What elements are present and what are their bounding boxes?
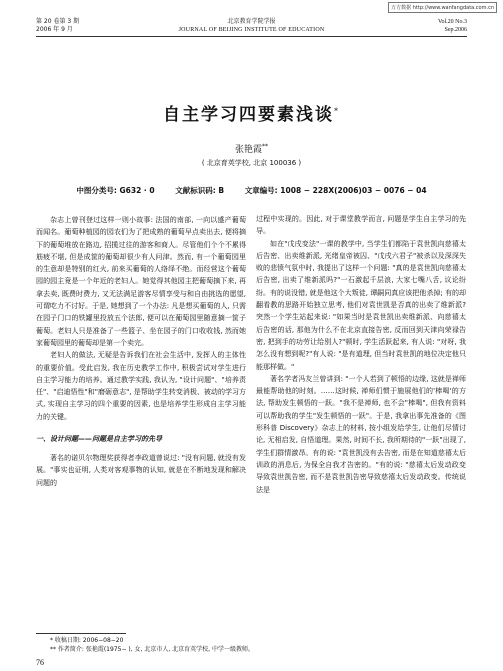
author-line [0, 142, 503, 155]
footnote-received: * 收稿日期: 2006−08−20 [50, 637, 124, 644]
right-paragraph-1: 过程中实现的。因此, 对于课堂教学而言, 问题是学生自主学习的先导。 [256, 215, 466, 236]
article-number: 文章编号: 1008 − 228X(2006)03 − 0076 − 04 [244, 186, 427, 195]
left-column [36, 214, 246, 489]
author-name: 张艳霞 [234, 145, 262, 155]
clc-number: 中图分类号: G632 · 0 [76, 186, 155, 195]
header-journal-cn: 北京教育学院学报 [227, 18, 276, 25]
author-mark: ** [262, 143, 268, 150]
header-journal-en: JOURNAL OF BEIJING INSTITUTE OF EDUCATION [178, 27, 325, 33]
left-paragraph-3: 著名的诺贝尔物理奖获得者李政道曾说过: "没有问题, 就没有发展。"事实也证明, 人类对客观事物的认知, 就是在不断地发现和解决问题的 [36, 454, 246, 487]
left-paragraph-2: 老妇人的做法, 无疑是告诉我们在社会生活中, 发挥人的主体性的重要价值。受此启发, 我在历史教学工作中, 积极尝试对学生进行自主学习能力的培养。通过教学实践, 我认为, "设计问题"、"培养责任"、"启迪悟性"和"磨砺意志", 是帮助学生转变消极、被动的学习方式, 实现自主学习的四个重要的因素, 也是培养学生形成自主学习能力的关键。 [36, 351, 246, 421]
header-date-cn: 2006 年 9 月 [36, 26, 73, 33]
title-mark: * [334, 106, 340, 116]
doc-code: 文献标识码: B [175, 186, 225, 195]
header-rule [36, 36, 467, 37]
author-affiliation: ( 北京育英学校, 北京 100036 ) [201, 159, 302, 167]
article-title [0, 100, 503, 125]
page-number: 76 [36, 658, 44, 667]
footnote-rule [36, 633, 126, 634]
right-paragraph-3: 著名学者冯友兰曾讲到: "一个人若到了顿悟的边缘, 这就是禅师最能帮助他的时刻。……这时候, 禅师们惯于施展他们的'棒喝'的方法, 帮助发生顿悟的一跃。"我不是禅师, 也不会"棒喝", 但我有资料可以帮助我的学生"发生顿悟的一跃"。于是, 我拿出事先准备的《图形科普 Discovery》杂志上的材料, 按小组发给学生, 让他们尽情讨论, 无相启发, 自悟道理。果然, 时间不长, 我所期待的"一跃"出现了, 学生们群情激昂。有的说: "袁世凯没有去告密, 而是在知道慈禧太后训政的消息后, 为保全自我才告密的。"有的说: "慈禧太后发动政变导致袁世凯告密, 而不是袁世凯告密导致慈禧太后发动政变。传统说法是 [256, 374, 466, 494]
watermark-stamp: 万方数据 http://www.wanfangdata.com.cn [388, 2, 497, 13]
section-heading-1: 一、设计问题——问题是自主学习的先导 [36, 435, 162, 444]
right-paragraph-2: 如在"戊戌变法"一课的教学中, 当学生们都陷于袁世凯向慈禧太后告密、出卖维新派, 光绪皇帝被囚、"戊戌六君子"被杀以及深深失败的悲愤气氛中时, 我提出了这样一个问题: "真的是袁世凯向慈禧太后告密, 出卖了维新派吗?"一石激起千层浪, 大家七嘴八舌, 议论纷纷。有的说没错, 就是他这个大叛徒, 谭嗣同真应该把他杀掉; 有的却翻看教的思路开始独立思考, 他们对袁世凯是否真的出卖了维新派? 突然一个学生站起来说: "如果当时是袁世凯出卖维新派、向慈禧太后告密的话, 那他为什么不在北京直接告密, 反而回到天津向荣禄告密, 把到手的功劳让给别人?"顿时, 学生活跃起来, 有人说: "对呀, 我怎么没有想到呢?"有人说: "是有道理, 但当时袁世凯的地位决定他只能那样做。" [256, 239, 466, 371]
classification-line [0, 185, 503, 196]
title-text: 自主学习四要素浅谈 [163, 105, 334, 125]
header-volume-cn: 第 20 卷第 3 期 [36, 18, 80, 25]
header-date-en: Sep.2006 [444, 27, 467, 33]
left-paragraph-1: 杂志上曾刊登过这样一则小故事: 法国的南部, 一向以盛产葡萄而闻名。葡萄种植园的园农们为了把成熟的葡萄早点卖出去, 便将摘下的葡萄堆放在路边, 招揽过往的游客和商人。尽管他们个个不累得筋疲不堪, 但是成筐的葡萄却很少有人问津。然而, 有一个葡萄园里的生意却是特别的红火, 前来买葡萄的人络绎不绝。而经营这个葡萄园的园主竟是一个年近的老妇人。她觉得其他园主把葡萄摘下来, 再拿去卖, 既费时费力, 又无法满足游客尽情享受与和自由挑选的愿望, 可谓吃力不讨好。于是, 她想到了一个办法: 凡是想买葡萄的人, 只需在园子门口的铁罐里投放五个法郎, 便可以在葡萄园里随意摘一筐子葡萄。老妇人只是准备了一些篮子、坐在园子的门口收收钱, 然而她家葡萄园里的葡萄却是第一个卖完。 [36, 216, 246, 347]
footnote-author-bio: ** 作者简介: 张艳霞(1975− ), 女, 北京市人, 北京育英学校, 中学一级教师。 [50, 646, 254, 653]
header-volume-en: Vol.20 No.3 [437, 19, 467, 25]
right-column [256, 213, 466, 496]
